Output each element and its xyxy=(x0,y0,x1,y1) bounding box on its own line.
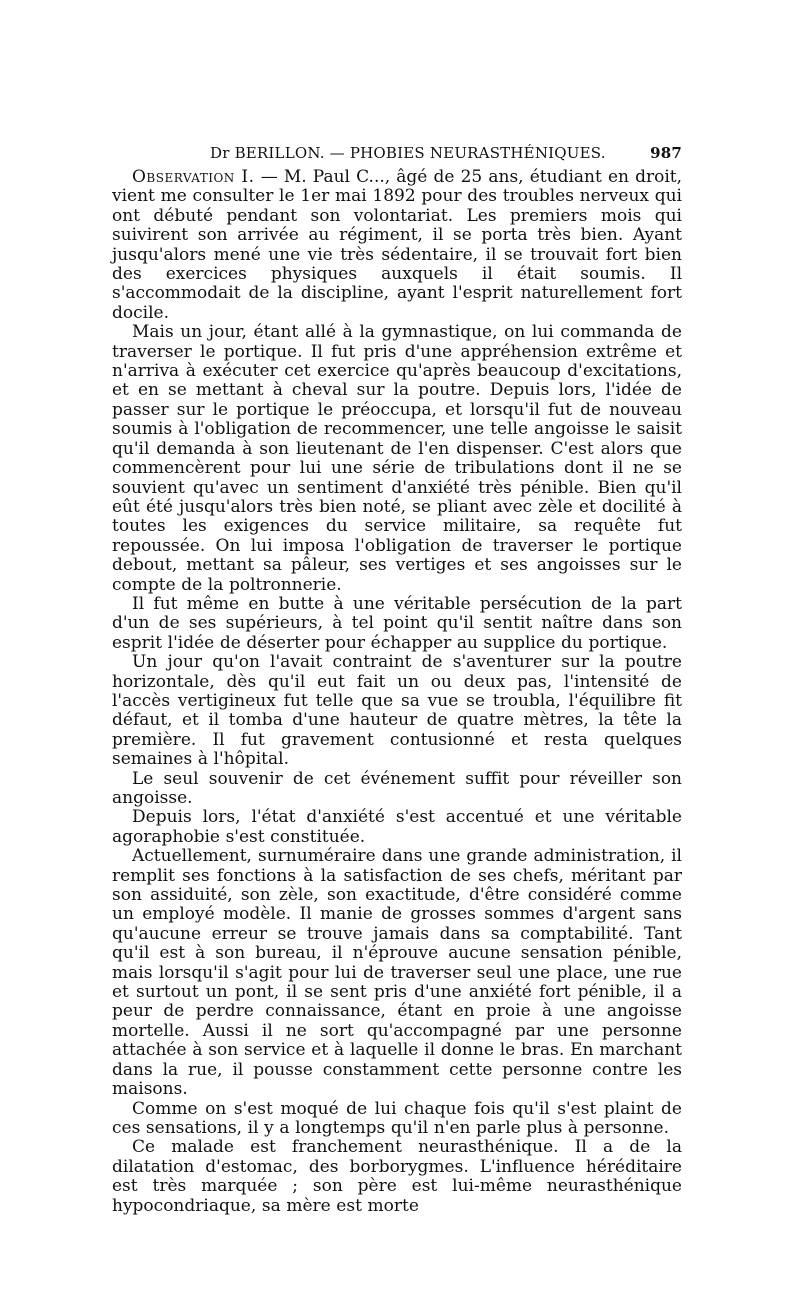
paragraph: Mais un jour, étant allé à la gymnastique, on lui commanda de traverser le portique. Il fut pris d'une appréhension extrême et n'arriva à exécuter cet exercice qu'après beaucoup d'excitations, et en se mettant à cheval sur la poutre. Depuis lors, l'idée de passer sur le portique le préoccupa, et lorsqu'il fut de nouveau soumis à l'obligation de recommencer, une telle angoisse le saisit qu'il demanda à son lieutenant de l'en dispenser. C'est alors que commencèrent pour lui une série de tribulations dont il ne se souvient qu'avec un sentiment d'anxiété très pénible. Bien qu'il eût été jusqu'alors très bien noté, se pliant avec zèle et docilité à toutes les exigences du service militaire, sa requête fut repoussée. On lui imposa l'obligation de traverser le portique debout, mettant sa pâleur, ses vertiges et ses angoisses sur le compte de la poltronnerie. xyxy=(112,322,682,595)
paragraph: Ce malade est franchement neurasthénique. Il a de la dilatation d'estomac, des borborygmes. L'influence héréditaire est très marquée ; son père est lui-même neurasthénique hypocondriaque, sa mère est morte xyxy=(112,1137,682,1216)
paragraph: Comme on s'est moqué de lui chaque fois qu'il s'est plaint de ces sensations, il y a longtemps qu'il n'en parle plus à personne. xyxy=(112,1098,682,1138)
paragraph: Depuis lors, l'état d'anxiété s'est accentué et une véritable agoraphobie s'est constituée. xyxy=(112,807,682,847)
body-text xyxy=(112,168,682,1216)
running-title: Dr BERILLON. — PHOBIES NEURASTHÉNIQUES. xyxy=(210,144,606,162)
paragraph-observation xyxy=(112,168,682,323)
book-page xyxy=(112,140,682,1216)
paragraph: Actuellement, surnuméraire dans une grande administration, il remplit ses fonctions à la satisfaction de ses chefs, méritant par son assiduité, son zèle, son exactitude, d'être considéré comme un employé modèle. Il manie de grosses sommes d'argent sans qu'aucune erreur se trouve jamais dans sa comptabilité. Tant qu'il est à son bureau, il n'éprouve aucune sensation pénible, mais lorsqu'il s'agit pour lui de traverser seul une place, une rue et surtout un pont, il se sent pris d'une anxiété fort pénible, il a peur de perdre connaissance, étant en proie à une angoisse mortelle. Aussi il ne sort qu'accompagné par une personne attachée à son service et à laquelle il donne le bras. En marchant dans la rue, il pousse constamment cette personne contre les maisons. xyxy=(112,846,682,1100)
paragraph: Le seul souvenir de cet événement suffit pour réveiller son angoisse. xyxy=(112,768,682,808)
paragraph-text: — M. Paul C..., âgé de 25 ans, étudiant en droit, vient me consulter le 1er mai 1892 pour des troubles nerveux qui ont débuté pendant son volontariat. Les premiers mois qui suivirent son arrivée au régiment, il se porta très bien. Ayant jusqu'alors mené une vie très sédentaire, il se trouvait fort bien des exercices physiques auxquels il était soumis. Il s'accommodait de la discipline, ayant l'esprit naturellement fort docile. xyxy=(112,167,683,323)
paragraph: Il fut même en butte à une véritable persécution de la part d'un de ses supérieurs, à tel point qu'il sentit naître dans son esprit l'idée de déserter pour échapper au supplice du portique. xyxy=(112,593,682,653)
page-number: 987 xyxy=(650,144,682,162)
running-header xyxy=(112,140,682,168)
paragraph: Un jour qu'on l'avait contraint de s'aventurer sur la poutre horizontale, dès qu'il eut fait un ou deux pas, l'intensité de l'accès vertigineux fut telle que sa vue se troubla, l'équilibre fit défaut, et il tomba d'une hauteur de quatre mètres, la tête la première. Il fut gravement contusionné et resta quelques semaines à l'hôpital. xyxy=(112,652,682,770)
observation-label: Observation I. xyxy=(132,167,255,187)
